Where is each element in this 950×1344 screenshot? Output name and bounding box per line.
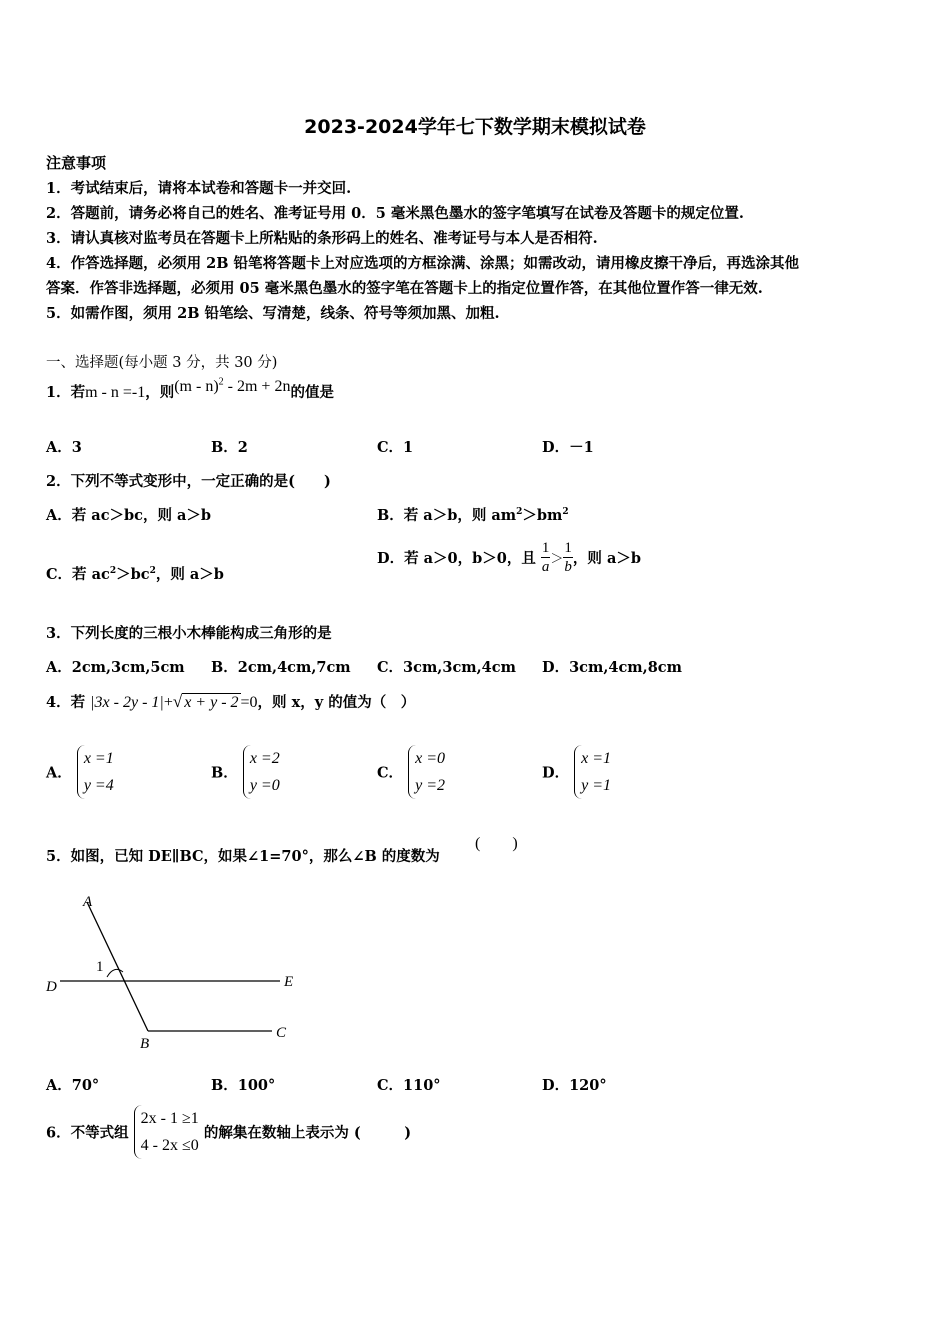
q4-optc-label: C． [377, 764, 404, 782]
q5-option-a[interactable]: A．70° [46, 1077, 100, 1094]
q6-ineq-1: 2x - 1 ≥1 [140, 1110, 199, 1127]
q4-sqrt-expr: x + y - 2 [184, 694, 239, 711]
q4-opta-y: y =4 [83, 777, 114, 794]
q2-optd-pre: D．若 a＞0，b＞0，且 [377, 550, 536, 567]
q2-optb-sup1: 2 [516, 507, 523, 518]
q2-optc-pre: C．若 ac [46, 566, 110, 583]
q4-optb-label: B． [211, 764, 238, 782]
q4-option-c[interactable] [377, 745, 445, 799]
q1-option-b[interactable]: B．2 [211, 439, 248, 456]
q4-prefix: 4．若 [46, 694, 86, 711]
question-6 [46, 1105, 411, 1159]
q4-optd-label: D． [542, 764, 570, 782]
q1-condition: m - n =-1 [85, 384, 146, 401]
q2-optd-den1: a [541, 559, 550, 575]
q1-mid: ，则 [145, 384, 175, 401]
q4-optc-x: x =0 [415, 750, 446, 767]
q4-option-a[interactable] [46, 745, 114, 799]
q2-optc-post: ，则 a＞b [155, 566, 224, 583]
q4-optd-x: x =1 [581, 750, 612, 767]
q2-optd-den2: b [564, 559, 572, 575]
q2-optc-mid: ＞bc [116, 566, 150, 583]
q4-opta-label: A． [46, 764, 72, 782]
section-heading: 一、选择题(每小题 3 分，共 30 分) [46, 355, 278, 371]
q4-optc-y: y =2 [415, 777, 446, 794]
q6-suffix: 的解集在数轴上表示为 ( ) [203, 1124, 412, 1142]
label-d: D [46, 979, 57, 995]
q2-optd-num1: 1 [541, 540, 550, 556]
notice-item-4-cont: 答案．作答非选择题，必须用 05 毫米黑色墨水的签字笔在答题卡上的指定位置作答，在其他位置作答一律无效. [46, 280, 763, 297]
q2-option-c[interactable] [46, 563, 224, 584]
q2-optc-sup1: 2 [109, 566, 117, 577]
label-e: E [284, 974, 294, 990]
q2-optc-sup2: 2 [149, 566, 156, 577]
notice-heading: 注意事项 [46, 154, 107, 172]
q4-suffix: ，则 x，y 的值为（ ） [257, 694, 416, 711]
question-3: 3．下列长度的三根小木棒能构成三角形的是 [46, 625, 332, 642]
q4-optd-y: y =1 [581, 777, 612, 794]
q2-optd-post: ，则 a＞b [572, 550, 642, 567]
q4-option-b[interactable] [211, 745, 280, 799]
q3-option-c[interactable]: C．3cm,3cm,4cm [377, 659, 516, 676]
q6-ineq-2: 4 - 2x ≤0 [140, 1137, 199, 1154]
q1-prefix: 1．若 [46, 384, 86, 401]
q2-option-b[interactable] [377, 504, 569, 525]
q1-option-c[interactable]: C．1 [377, 439, 414, 456]
label-c: C [276, 1025, 287, 1041]
q5-paren: ( ) [475, 835, 518, 852]
q4-optb-x: x =2 [249, 750, 280, 767]
q3-option-d[interactable]: D．3cm,4cm,8cm [542, 659, 682, 676]
q4-opta-x: x =1 [83, 750, 114, 767]
q2-option-a[interactable]: A．若 ac＞bc，则 a＞b [46, 507, 212, 524]
q1-suffix: 的值是 [290, 384, 334, 401]
q5-option-b[interactable]: B．100° [211, 1077, 276, 1094]
page-title: 2023-2024学年七下数学期末模拟试卷 [304, 116, 646, 138]
q2-optb-mid: ＞bm [522, 507, 563, 524]
sqrt-icon: √ [172, 692, 183, 711]
q2-optb-pre: B．若 a＞b，则 am [377, 507, 517, 524]
label-a: A [83, 894, 93, 910]
q1-expr-rest: - 2m + 2n [223, 378, 291, 395]
question-2: 2．下列不等式变形中，一定正确的是( ) [46, 473, 331, 490]
q1-option-a[interactable]: A．3 [46, 439, 82, 456]
q3-option-b[interactable]: B．2cm,4cm,7cm [211, 659, 351, 676]
q2-optb-sup2: 2 [562, 507, 569, 518]
notice-item-4: 4．作答选择题，必须用 2B 铅笔将答题卡上对应选项的方框涂满、涂黑；如需改动，请用橡皮擦干净后，再选涂其他 [46, 255, 800, 272]
q6-prefix: 6．不等式组 [46, 1124, 129, 1142]
q5-figure [40, 890, 310, 1055]
notice-item-3: 3．请认真核对监考员在答题卡上所粘贴的条形码上的姓名、准考证号与本人是否相符. [46, 230, 598, 247]
q2-option-d[interactable] [377, 539, 641, 583]
notice-item-2: 2．答题前，请务必将自己的姓名、准考证号用 0．5 毫米黑色墨水的签字笔填写在试卷及答题卡的规定位置. [46, 205, 744, 222]
question-4 [46, 691, 415, 712]
q1-expr-base: (m - n) [174, 378, 219, 395]
q2-optd-num2: 1 [564, 540, 572, 556]
question-1 [46, 376, 334, 402]
q3-option-a[interactable]: A．2cm,3cm,5cm [46, 659, 185, 676]
q4-eq: =0 [240, 694, 258, 711]
q4-abs-expr: |3x - 2y - 1| [90, 694, 164, 711]
q1-expr-exp: 2 [218, 376, 224, 388]
q4-option-d[interactable] [542, 745, 611, 799]
q1-option-d[interactable]: D．－1 [542, 439, 594, 456]
q5-option-c[interactable]: C．110° [377, 1077, 441, 1094]
question-5: 5．如图，已知 DE∥BC，如果∠1=70°，那么∠B 的度数为 [46, 848, 440, 865]
notice-item-5: 5．如需作图，须用 2B 铅笔绘、写清楚，线条、符号等须加黑、加粗. [46, 305, 500, 322]
q2-optd-gt: ＞ [550, 551, 564, 566]
label-b: B [140, 1036, 150, 1052]
label-angle-1: 1 [96, 959, 104, 975]
q4-optb-y: y =0 [249, 777, 280, 794]
notice-item-1: 1．考试结束后，请将本试卷和答题卡一并交回. [46, 180, 352, 197]
q4-plus: + [163, 694, 173, 711]
q5-option-d[interactable]: D．120° [542, 1077, 607, 1094]
